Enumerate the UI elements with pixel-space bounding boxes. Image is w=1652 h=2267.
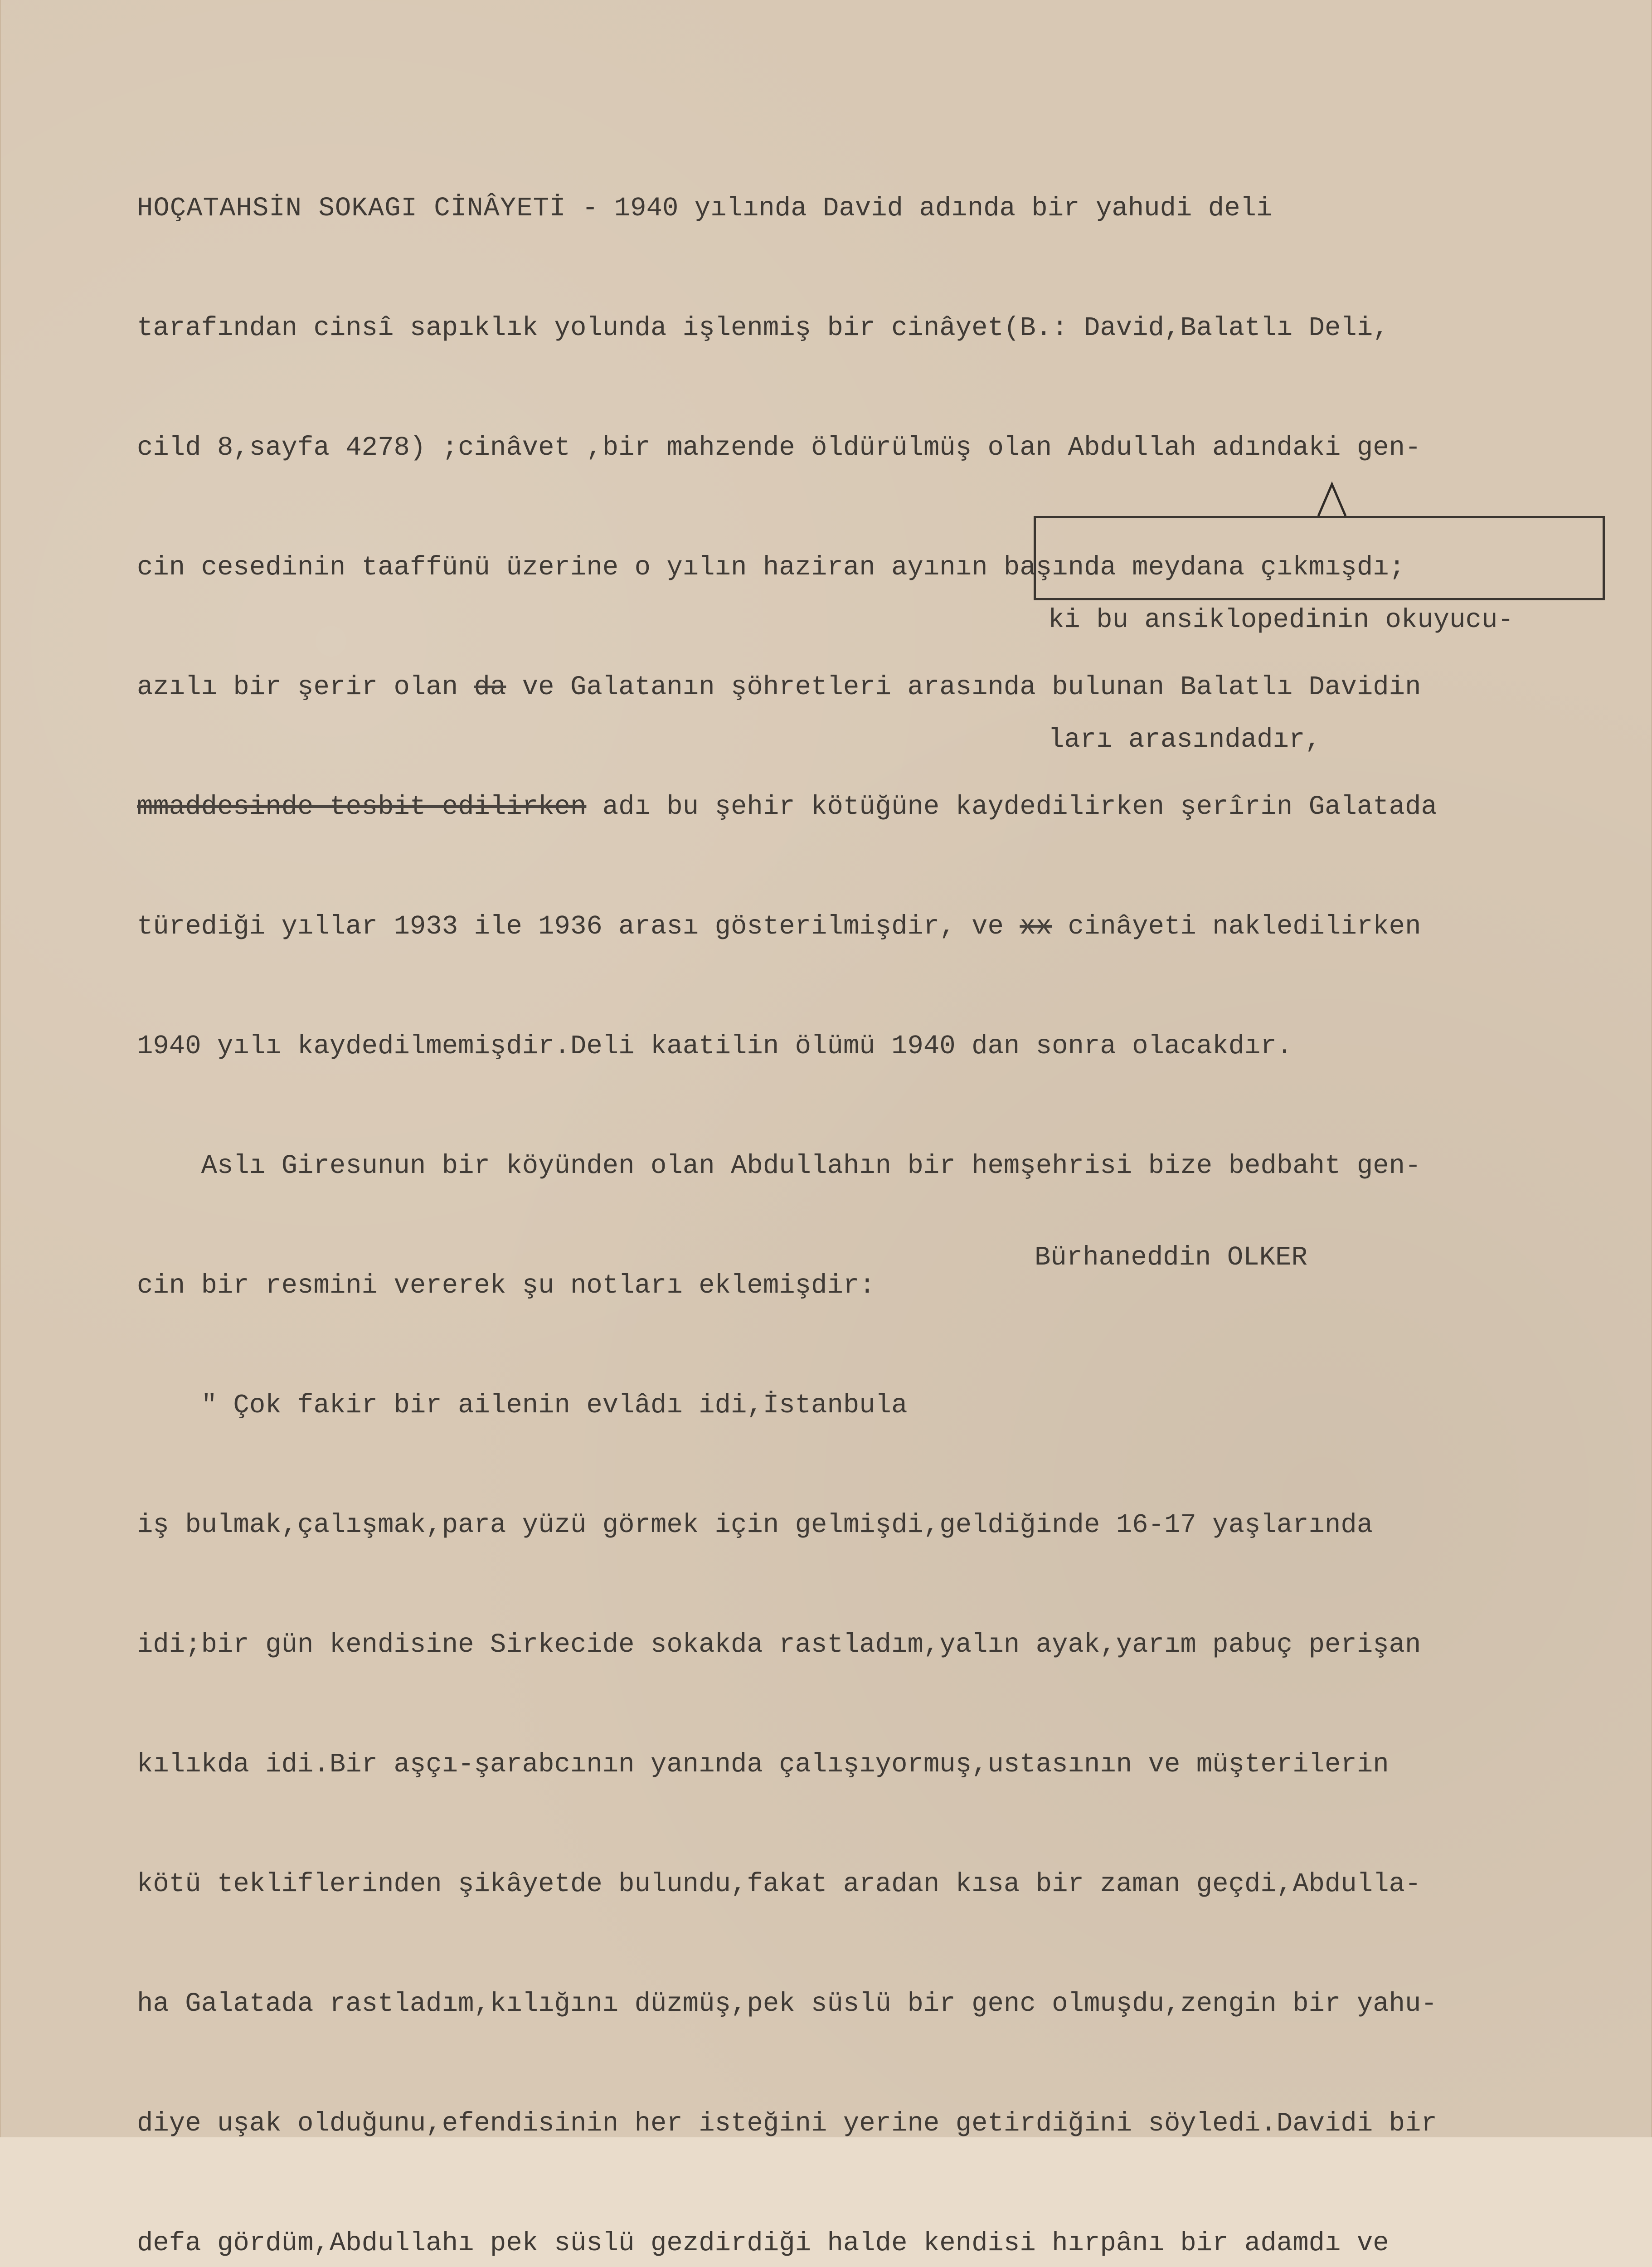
body-line-8: 1940 yılı kaydedilmemişdir.Deli kaatilin ölümü 1940 dan sonra olacakdır.: [137, 1031, 1293, 1061]
body-line-7: [137, 907, 1610, 947]
body-line-12: iş bulmak,çalışmak,para yüzü görmek için gelmişdi,geldiğinde 16-17 yaşlarında: [137, 1510, 1373, 1540]
body-line-14: kılıkda idi.Bir aşçı-şarabcının yanında çalışıyormuş,ustasının ve müşterilerin: [137, 1749, 1389, 1780]
insertion-caret-icon: [1314, 480, 1350, 521]
struck-word-xx: xx: [1020, 911, 1052, 942]
insertion-line-1: ki bu ansiklopedinin okuyucu-: [1048, 605, 1514, 635]
struck-word-da: da: [474, 672, 506, 702]
struck-phrase: mmaddesinde tesbit edilirken: [137, 792, 587, 822]
body-line-7a: türediği yıllar 1933 ile 1936 arası gösterilmişdir, ve: [137, 911, 1020, 942]
signature: Bürhaneddin OLKER: [1035, 1242, 1307, 1273]
body-line-5b: ve Galatanın şöhretleri arasında bulunan Balatlı Davidin: [506, 672, 1421, 702]
body-line-5a: azılı bir şerir olan: [137, 672, 474, 702]
body-line-6b: adı bu şehir kötüğüne kaydedilirken şerîrin Galatada: [586, 792, 1437, 822]
body-line-4: cin cesedinin taaffünü üzerine o yılın haziran ayının başında meydana çıkmışdı;: [137, 552, 1405, 583]
insertion-line-2: ları arasındadır,: [1048, 725, 1321, 755]
body-line-18: defa gördüm,Abdullahı pek süslü gezdirdiği halde kendisi hırpânı bir adamdı ve: [137, 2228, 1389, 2258]
body-line-9: Aslı Giresunun bir köyünden olan Abdullahın bir hemşehrisi bize bedbaht gen-: [137, 1151, 1421, 1181]
body-line-16: ha Galatada rastladım,kılığını düzmüş,pek süslü bir genc olmuşdu,zengin bir yahu-: [137, 1989, 1437, 2019]
body-line-11: " Çok fakir bir ailenin evlâdı idi,İstanbula: [137, 1390, 908, 1421]
body-line-1-text: - 1940 yılında David adında bir yahudi deli: [566, 193, 1273, 224]
document-title: HOÇATAHSİN SOKAGI CİNÂYETİ: [137, 193, 566, 224]
body-line-1: [137, 189, 1610, 229]
body-line-10: cin bir resmini vererek şu notları eklemişdir:: [137, 1270, 875, 1301]
body-line-13: idi;bir gün kendisine Sirkecide sokakda rastladım,yalın ayak,yarım pabuç perişan: [137, 1630, 1421, 1660]
body-line-7b: cinâyeti nakledilirken: [1052, 911, 1421, 942]
body-line-2: tarafından cinsî sapıklık yolunda işlenmiş bir cinâyet(B.: David,Balatlı Deli,: [137, 313, 1389, 343]
body-line-17: diye uşak olduğunu,efendisinin her isteğini yerine getirdiğini söyledi.Davidi bir: [137, 2108, 1437, 2139]
insertion-text: [1048, 521, 1514, 840]
body-line-15: kötü tekliflerinden şikâyetde bulundu,fakat aradan kısa bir zaman geçdi,Abdulla-: [137, 1869, 1421, 1899]
typed-body: [137, 109, 1610, 2267]
body-line-3: cild 8,sayfa 4278) ;cinâvet ,bir mahzende öldürülmüş olan Abdullah adındaki gen-: [137, 433, 1421, 463]
